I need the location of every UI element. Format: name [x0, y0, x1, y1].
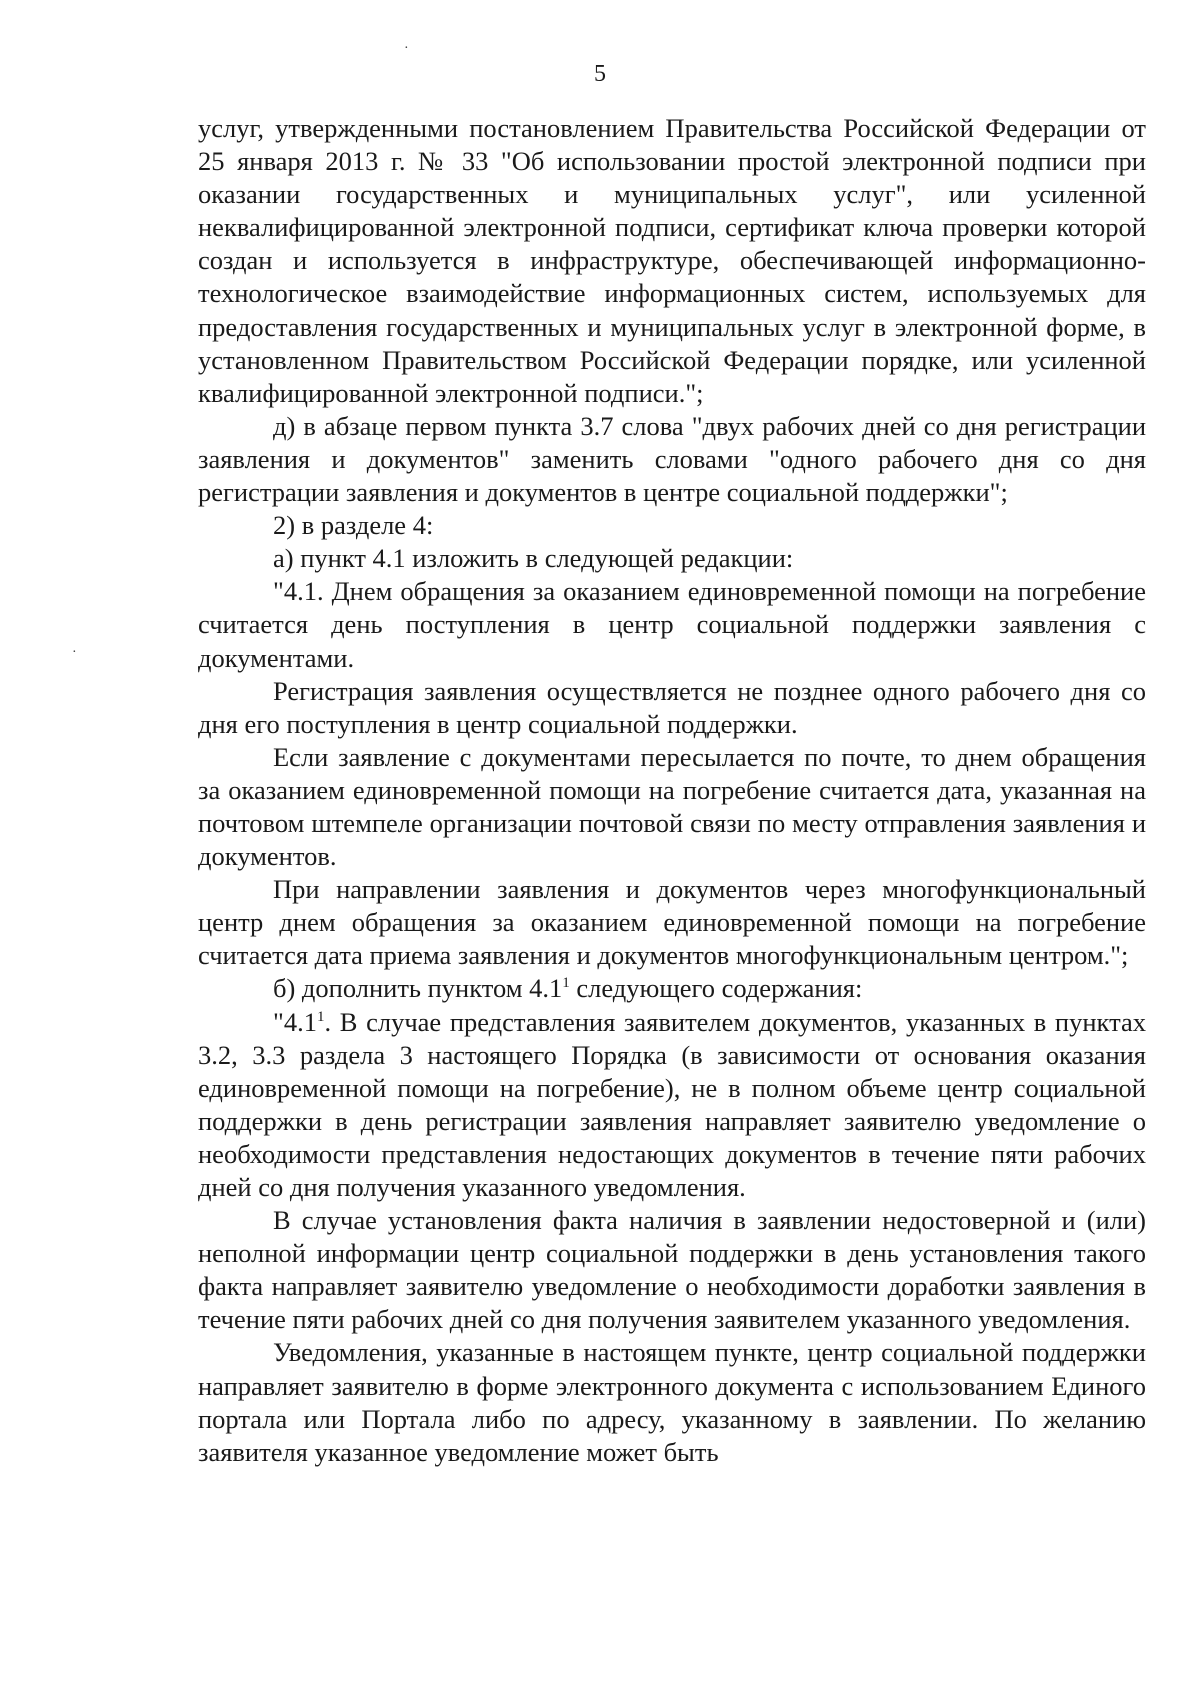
scan-speck: ·: [404, 41, 409, 56]
page-number: 5: [594, 61, 606, 87]
paragraph: [198, 972, 1146, 1005]
paragraph: При направлении заявления и документов через многофункциональный центр днем обращения за оказанием единовременной помощи на погребение считается дата приема заявления и документов многофункциональным центром.";: [198, 874, 1146, 971]
superscript: 1: [562, 975, 570, 992]
paragraph-text: "4.1: [273, 1006, 317, 1037]
scan-speck: ·: [72, 645, 77, 660]
paragraph-text: . В случае представления заявителем документов, указанных в пунктах 3.2, 3.3 раздела 3 настоящего Порядка (в зависимости от основания оказания единовременной помощи на погребение), не в полном объеме центр социальной поддержки в день регистрации заявления направляет заявителю уведомление о необходимости представления недостающих документов в течение пяти рабочих дней со дня получения указанного уведомления.: [198, 1006, 1146, 1202]
paragraph: д) в абзаце первом пункта 3.7 слова "двух рабочих дней со дня регистрации заявления и документов" заменить словами "одного рабочего дня со дня регистрации заявления и документов в центре социальной поддержки";: [198, 410, 1146, 508]
document-body: [198, 112, 1146, 1469]
paragraph: 2) в разделе 4:: [273, 510, 434, 541]
paragraph: [198, 1006, 1146, 1205]
superscript: 1: [316, 1008, 325, 1025]
paragraph: В случае установления факта наличия в заявлении недостоверной и (или) неполной информации центр социальной поддержки в день установления такого факта направляет заявителю уведомление о необходимости доработки заявления в течение пяти рабочих дней со дня получения заявителем указанного уведомления.: [198, 1205, 1146, 1335]
paragraph: а) пункт 4.1 изложить в следующей редакции:: [273, 543, 794, 574]
paragraph-text: следующего содержания:: [569, 973, 863, 1004]
paragraph: Если заявление с документами пересылается по почте, то днем обращения за оказанием единовременной помощи на погребение считается дата, указанная на почтовом штемпеле организации почтовой связи по месту отправления заявления и документов.: [198, 741, 1146, 872]
paragraph: Уведомления, указанные в настоящем пункте, центр социальной поддержки направляет заявителю в форме электронного документа с использованием Единого портала или Портала либо по адресу, указанному в заявлении. По желанию заявителя указанное уведомление может быть: [198, 1337, 1146, 1467]
paragraph: Регистрация заявления осуществляется не позднее одного рабочего дня со дня его поступления в центр социальной поддержки.: [198, 675, 1146, 739]
paragraph-text: б) дополнить пунктом 4.1: [273, 973, 563, 1004]
paragraph: "4.1. Днем обращения за оказанием единовременной помощи на погребение считается день поступления в центр социальной поддержки заявления с документами.: [198, 576, 1146, 673]
paragraph: услуг, утвержденными постановлением Правительства Российской Федерации от 25 января 2013 г. № 33 "Об использовании простой электронной подписи при оказании государственных и муниципальных услуг", или усиленной неквалифицированной электронной подписи, сертификат ключа проверки которой создан и используется в инфраструктуре, обеспечивающей информационно-технологическое взаимодействие информационных систем, используемых для предоставления государственных и муниципальных услуг в электронной форме, в установленном Правительством Российской Федерации порядке, или усиленной квалифицированной электронной подписи.";: [198, 113, 1146, 408]
